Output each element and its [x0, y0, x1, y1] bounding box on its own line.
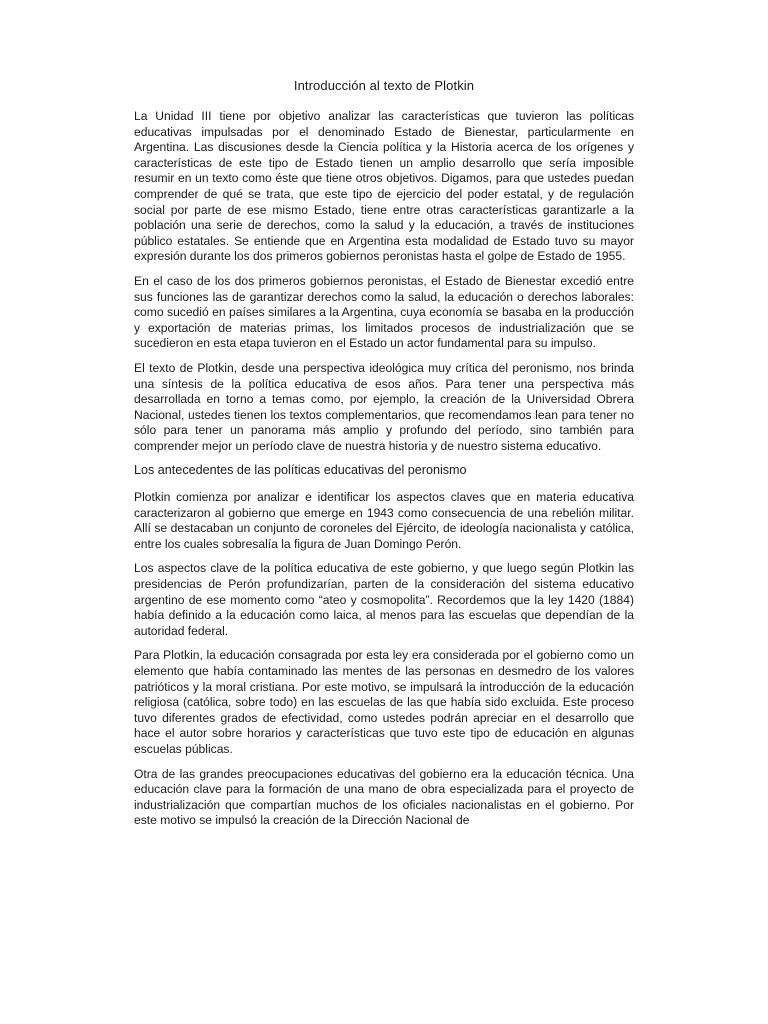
paragraph-6: Para Plotkin, la educación consagrada por esta ley era considerada por el gobierno como un elemento que había contaminado las mentes de las personas en desmedro de los valores patrióticos y la moral cristiana. Por este motivo, se impulsará la introducción de la educación religiosa (católica, sobre todo) en las escuelas de las que había sido excluida. Este proceso tuvo diferentes grados de efectividad, como ustedes podrán apreciar en el desarrollo que hace el autor sobre horarios y características que tuvo este tipo de educación en algunas escuelas públicas.: [134, 648, 634, 756]
paragraph-3: El texto de Plotkin, desde una perspectiva ideológica muy crítica del peronismo, nos brinda una síntesis de la política educativa de esos años. Para tener una perspectiva más desarrollada en torno a temas como, por ejemplo, la creación de la Universidad Obrera Nacional, ustedes tienen los textos complementarios, que recomendamos lean para tener no sólo para tener un panorama más amplio y profundo del período, sino también para comprender mejor un período clave de nuestra historia y de nuestro sistema educativo.: [134, 360, 634, 453]
document-title: Introducción al texto de Plotkin: [293, 78, 475, 93]
paragraph-4: Plotkin comienza por analizar e identificar los aspectos claves que en materia educativa caracterizaron al gobierno que emerge en 1943 como consecuencia de una rebelión militar. Allí se destacaban un conjunto de coroneles del Ejército, de ideología nacionalista y católica, entre los cuales sobresalía la figura de Juan Domingo Perón.: [134, 490, 634, 551]
paragraph-1: La Unidad III tiene por objetivo analizar las características que tuvieron las políticas educativas impulsadas por el denominado Estado de Bienestar, particularmente en Argentina. Las discusiones desde la Ciencia política y la Historia acerca de los orígenes y características de este tipo de Estado tienen un amplio desarrollo que sería imposible resumir en un texto como éste que tiene otros objetivos. Digamos, para que ustedes puedan comprender de qué se trata, que este tipo de ejercicio del poder estatal, y de regulación social por parte de ese mismo Estado, tiene entre otras características garantizarle a la población una serie de derechos, como la salud y la educación, a través de instituciones público estatales. Se entiende que en Argentina esta modalidad de Estado tuvo su mayor expresión durante los dos primeros gobiernos peronistas hasta el golpe de Estado de 1955.: [134, 109, 634, 264]
paragraph-5: Los aspectos clave de la política educativa de este gobierno, y que luego según Plotkin las presidencias de Perón profundizarían, parten de la consideración del sistema educativo argentino de ese momento como “ateo y cosmopolita”. Recordemos que la ley 1420 (1884) había definido a la educación como laica, al menos para las escuelas que dependían de la autoridad federal.: [134, 561, 634, 638]
section-heading: Los antecedentes de las políticas educativas del peronismo: [134, 463, 467, 478]
paragraph-2: En el caso de los dos primeros gobiernos peronistas, el Estado de Bienestar excedió entre sus funciones las de garantizar derechos como la salud, la educación o derechos laborales: como sucedió en países similares a la Argentina, cuya economía se basaba en la producción y exportación de materias primas, los limitados procesos de industrialización que se sucedieron en esta etapa tuvieron en el Estado un actor fundamental para su impulso.: [134, 273, 634, 351]
paragraph-7: Otra de las grandes preocupaciones educativas del gobierno era la educación técnica. Una educación clave para la formación de una mano de obra especializada para el proyecto de industrialización que compartían muchos de los oficiales nacionalistas en el gobierno. Por este motivo se impulsó la creación de la Dirección Nacional de: [134, 766, 634, 828]
